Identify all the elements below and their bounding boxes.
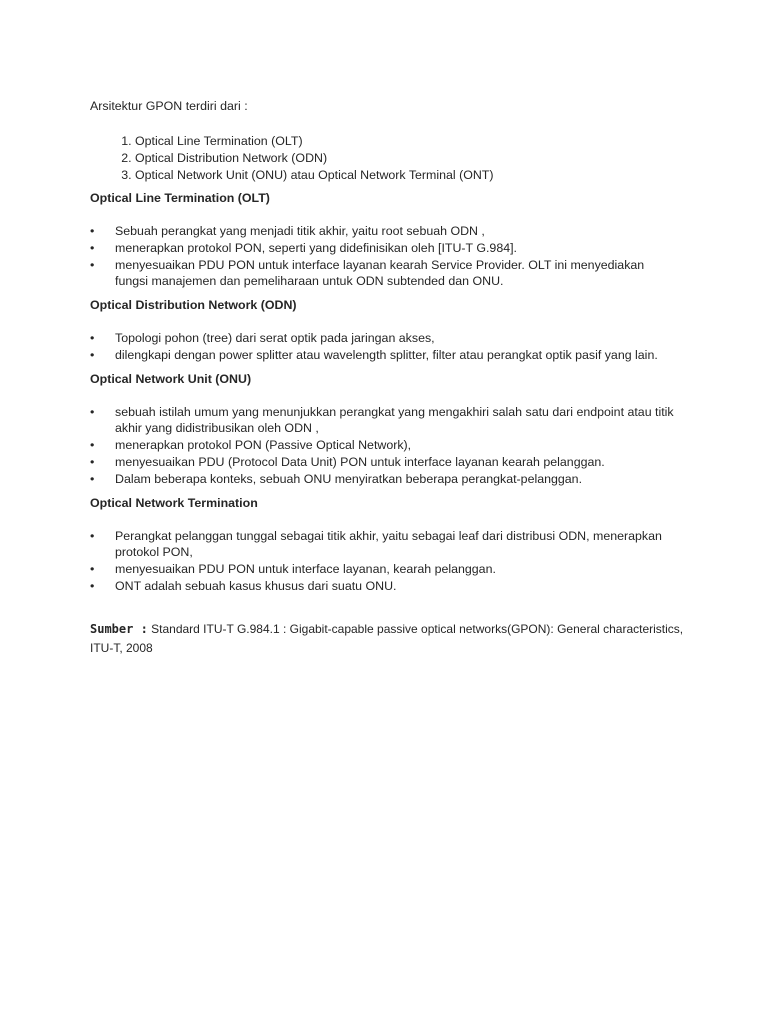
source-label: Sumber : <box>90 622 148 636</box>
source-citation <box>90 620 690 658</box>
bullet-icon: • <box>90 472 95 486</box>
section-title-onu: Optical Network Unit (ONU) <box>90 372 252 386</box>
section-title-olt: Optical Line Termination (OLT) <box>90 191 270 205</box>
list-item-text: sebuah istilah umum yang menunjukkan perangkat yang mengakhiri salah satu dari endpoint atau titik akhir yang didistribusikan oleh ODN , <box>115 405 674 435</box>
list-item <box>90 330 675 346</box>
list-item <box>90 454 675 470</box>
intro-text: Arsitektur GPON terdiri dari : <box>90 99 248 113</box>
list-item <box>90 347 675 363</box>
bullet-list-olt <box>90 223 690 289</box>
bullet-icon: • <box>90 455 95 469</box>
bullet-icon: • <box>90 258 95 272</box>
list-item <box>90 257 675 289</box>
list-item <box>90 240 675 256</box>
document-page <box>90 98 690 670</box>
bullet-icon: • <box>90 331 95 345</box>
bullet-icon: • <box>90 241 95 255</box>
list-item-text: menerapkan protokol PON (Passive Optical Network), <box>115 438 412 452</box>
section-title-ont: Optical Network Termination <box>90 496 258 510</box>
bullet-icon: • <box>90 529 95 543</box>
list-item-text: Perangkat pelanggan tunggal sebagai titik akhir, yaitu sebagai leaf dari distribusi ODN, menerapkan protokol PON, <box>115 529 662 559</box>
bullet-list-onu <box>90 404 690 487</box>
list-item <box>90 471 675 487</box>
section-title-odn: Optical Distribution Network (ODN) <box>90 298 297 312</box>
bullet-icon: • <box>90 562 95 576</box>
component-item: 3. Optical Network Unit (ONU) atau Optical Network Terminal (ONT) <box>135 167 690 184</box>
list-item-text: menyesuaikan PDU (Protocol Data Unit) PON untuk interface layanan kearah pelanggan. <box>115 455 605 469</box>
bullet-icon: • <box>90 405 95 419</box>
list-item-text: dilengkapi dengan power splitter atau wavelength splitter, filter atau perangkat optik pasif yang lain. <box>115 348 658 362</box>
source-text: Standard ITU-T G.984.1 : Gigabit-capable passive optical networks(GPON): General characteristics, ITU-T, 2008 <box>90 622 684 655</box>
list-item <box>90 561 675 577</box>
list-item <box>90 223 675 239</box>
list-item-text: Dalam beberapa konteks, sebuah ONU menyiratkan beberapa perangkat-pelanggan. <box>115 472 583 486</box>
bullet-icon: • <box>90 224 95 238</box>
list-item-text: menyesuaikan PDU PON untuk interface layanan, kearah pelanggan. <box>115 562 496 576</box>
bullet-icon: • <box>90 348 95 362</box>
list-item <box>90 437 675 453</box>
list-item-text: menerapkan protokol PON, seperti yang didefinisikan oleh [ITU-T G.984]. <box>115 241 517 255</box>
component-item: 2. Optical Distribution Network (ODN) <box>135 150 690 167</box>
component-list <box>90 133 690 184</box>
component-item: 1. Optical Line Termination (OLT) <box>135 133 690 150</box>
list-item-text: ONT adalah sebuah kasus khusus dari suatu ONU. <box>115 579 397 593</box>
list-item <box>90 404 675 436</box>
bullet-list-ont <box>90 528 690 594</box>
list-item-text: menyesuaikan PDU PON untuk interface layanan kearah Service Provider. OLT ini menyediakan fungsi manajemen dan pemeliharaan untuk ODN subtended dan ONU. <box>115 258 645 288</box>
bullet-list-odn <box>90 330 690 363</box>
list-item <box>90 578 675 594</box>
list-item-text: Topologi pohon (tree) dari serat optik pada jaringan akses, <box>115 331 435 345</box>
list-item-text: Sebuah perangkat yang menjadi titik akhir, yaitu root sebuah ODN , <box>115 224 485 238</box>
list-item <box>90 528 675 560</box>
bullet-icon: • <box>90 579 95 593</box>
bullet-icon: • <box>90 438 95 452</box>
